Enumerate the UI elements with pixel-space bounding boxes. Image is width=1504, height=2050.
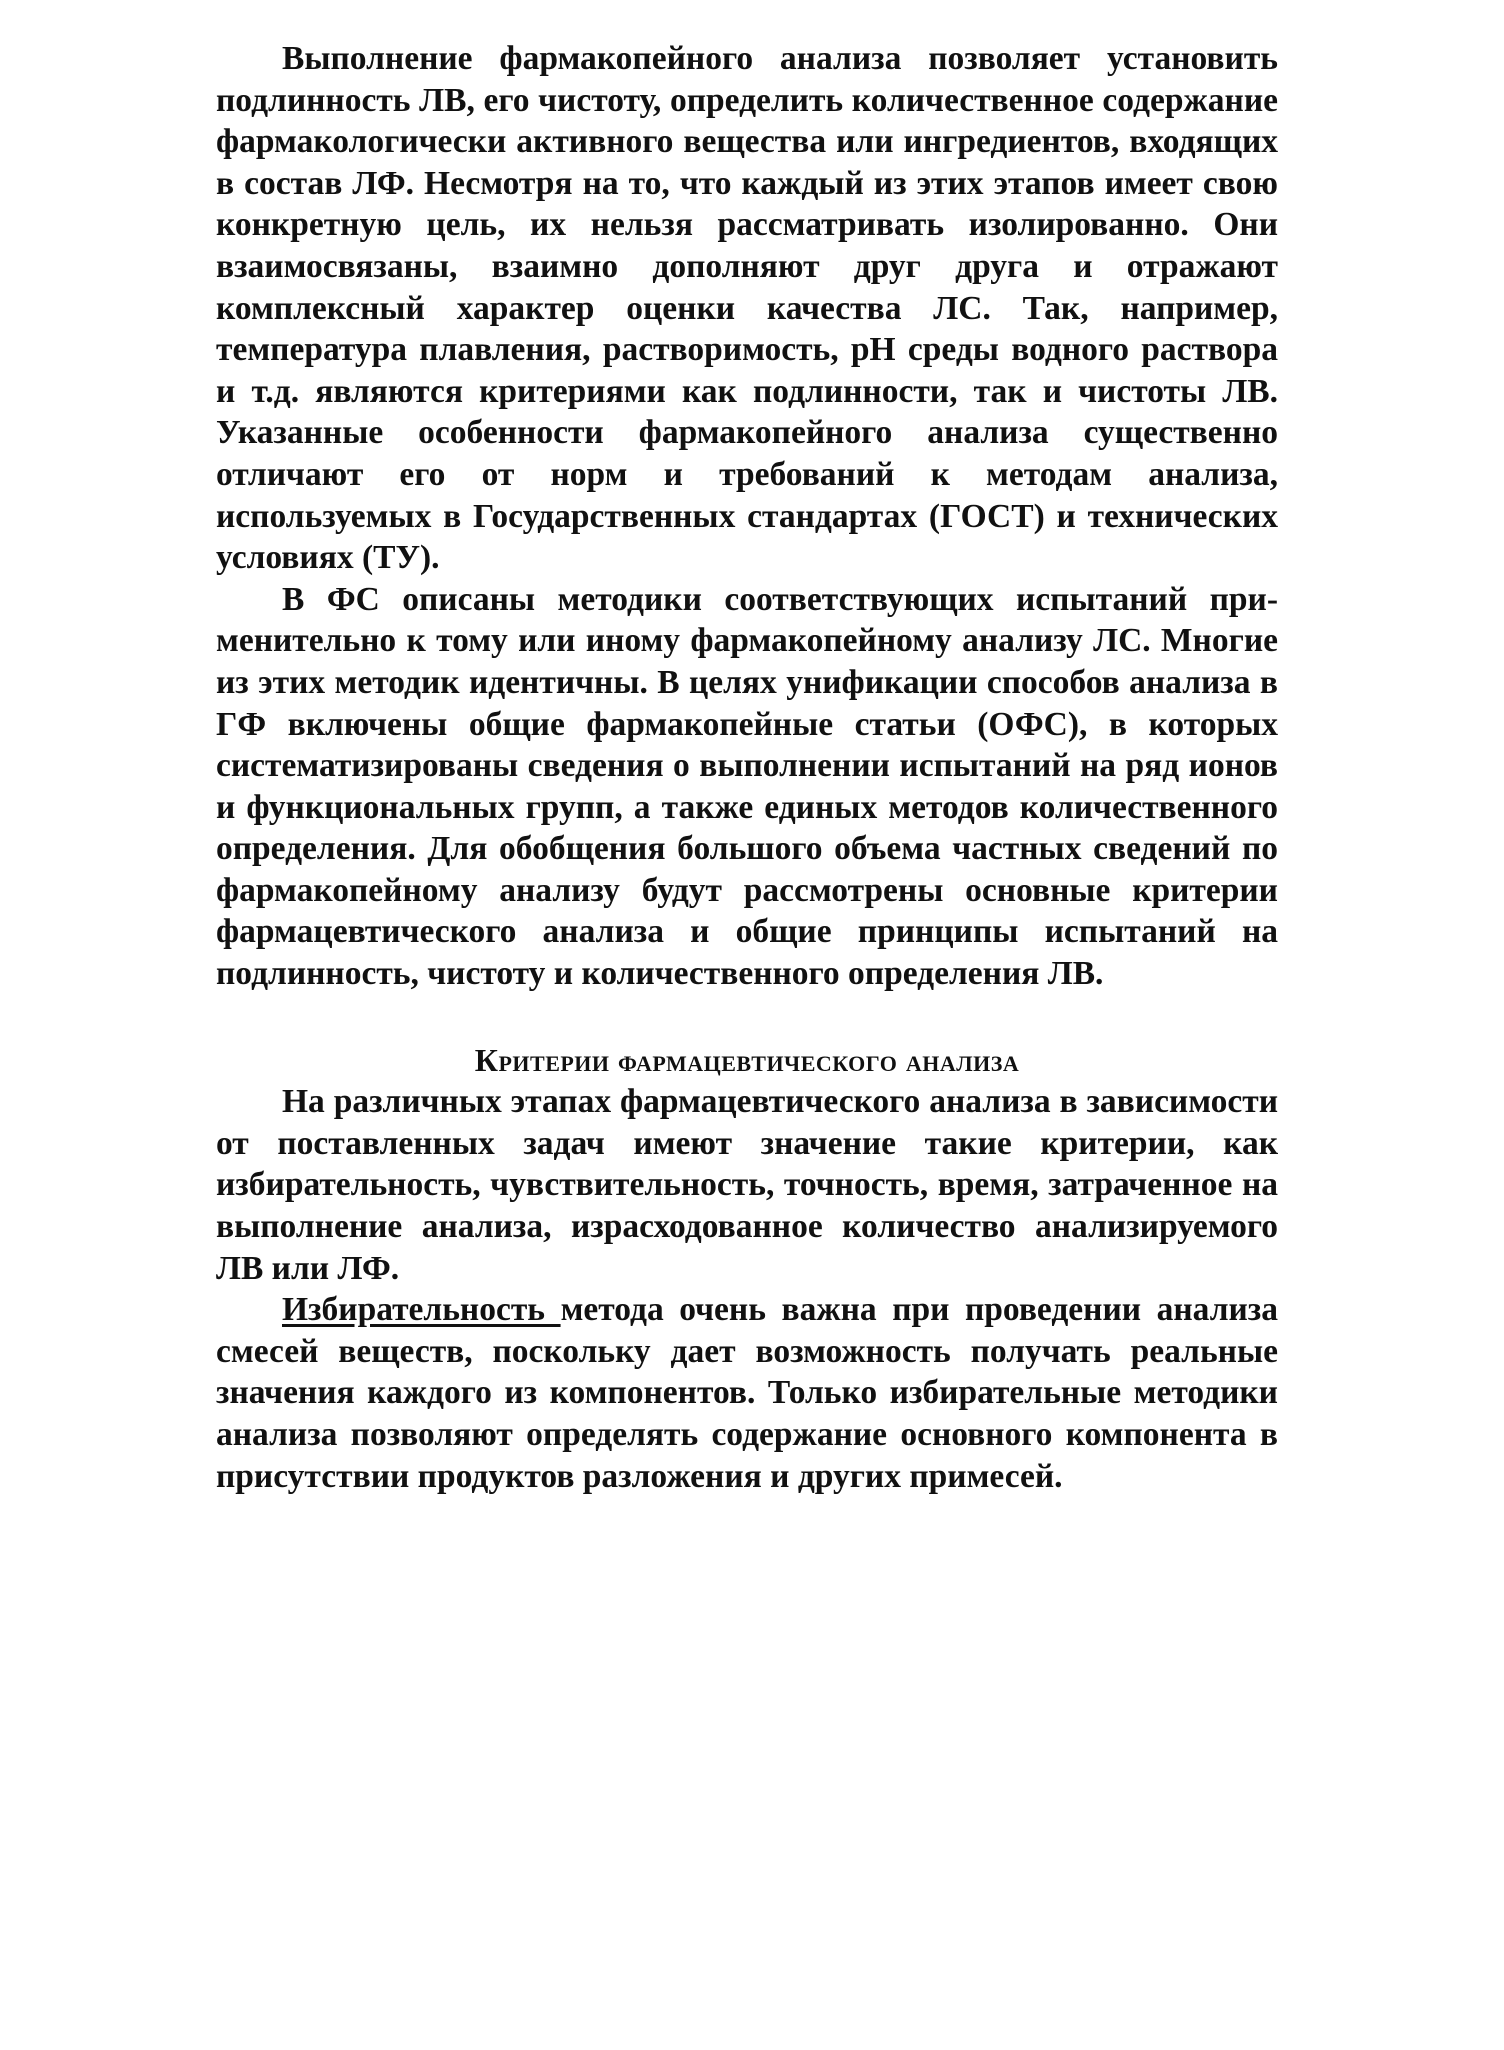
paragraph-selectivity-text: метода очень важна при проведении анализа смесей веществ, поскольку дает возможность получать реальные значения каждого из компонентов. Только избирательные методики анализа позволяют определять содержание основного компонента в присутствии продуктов разложения и других примесей. xyxy=(216,1291,1278,1495)
paragraph-fs-methods: В ФС описаны методики соответствующих испытаний применительно к тому или иному фармакопейному анализу ЛС. Многие из этих методик идентичны. В целях унификации способов анализа в ГФ включены общие фармакопейные статьи (ОФС), в которых систематизированы сведения о выполнении испытаний на ряд ионов и функциональных групп, а также единых методов количественного определения. Для обобщения большого объема частных сведений по фармакопейному анализу будут рассмотрены основные критерии фармацевтического анализа и общие принципы испытаний на подлинность, чистоту и количественного определения ЛВ. xyxy=(216,580,1278,993)
paragraph-pharmacopoeia-analysis: Выполнение фармакопейного анализа позволяет установить подлинность ЛВ, его чистоту, определить количественное содержание фармакологически активного вещества или ингредиентов, входящих в состав ЛФ. Несмотря на то, что каждый из этих этапов имеет свою конкретную цель, их нельзя рассматривать изолированно. Они взаимосвязаны, взаимно дополняют друг друга и отражают комплексный характер оценки качества ЛС. Так, например, температура плавления, растворимость, pH среды водного раствора и т.д. являются критериями как подлинности, так и чистоты ЛВ. Указанные особенности фармакопейного анализа существенно отличают его от норм и требований к методам анализа, используемых в Государственных стандартах (ГОСТ) и технических условиях (ТУ). xyxy=(216,40,1278,577)
paragraph-selectivity xyxy=(216,1289,1278,1497)
section-title: Критерии фармацевтического анализа xyxy=(474,1041,1020,1078)
paragraph-criteria-intro: На различных этапах фармацевтического анализа в зависимости от поставленных задач имеют значение такие критерии, как избирательность, чувствительность, точность, время, затраченное на выполнение анализа, израсходованное количество анализируемого ЛВ или ЛФ. xyxy=(216,1083,1278,1287)
document-page xyxy=(216,38,1278,1497)
term-selectivity: Избирательность xyxy=(282,1291,561,1329)
